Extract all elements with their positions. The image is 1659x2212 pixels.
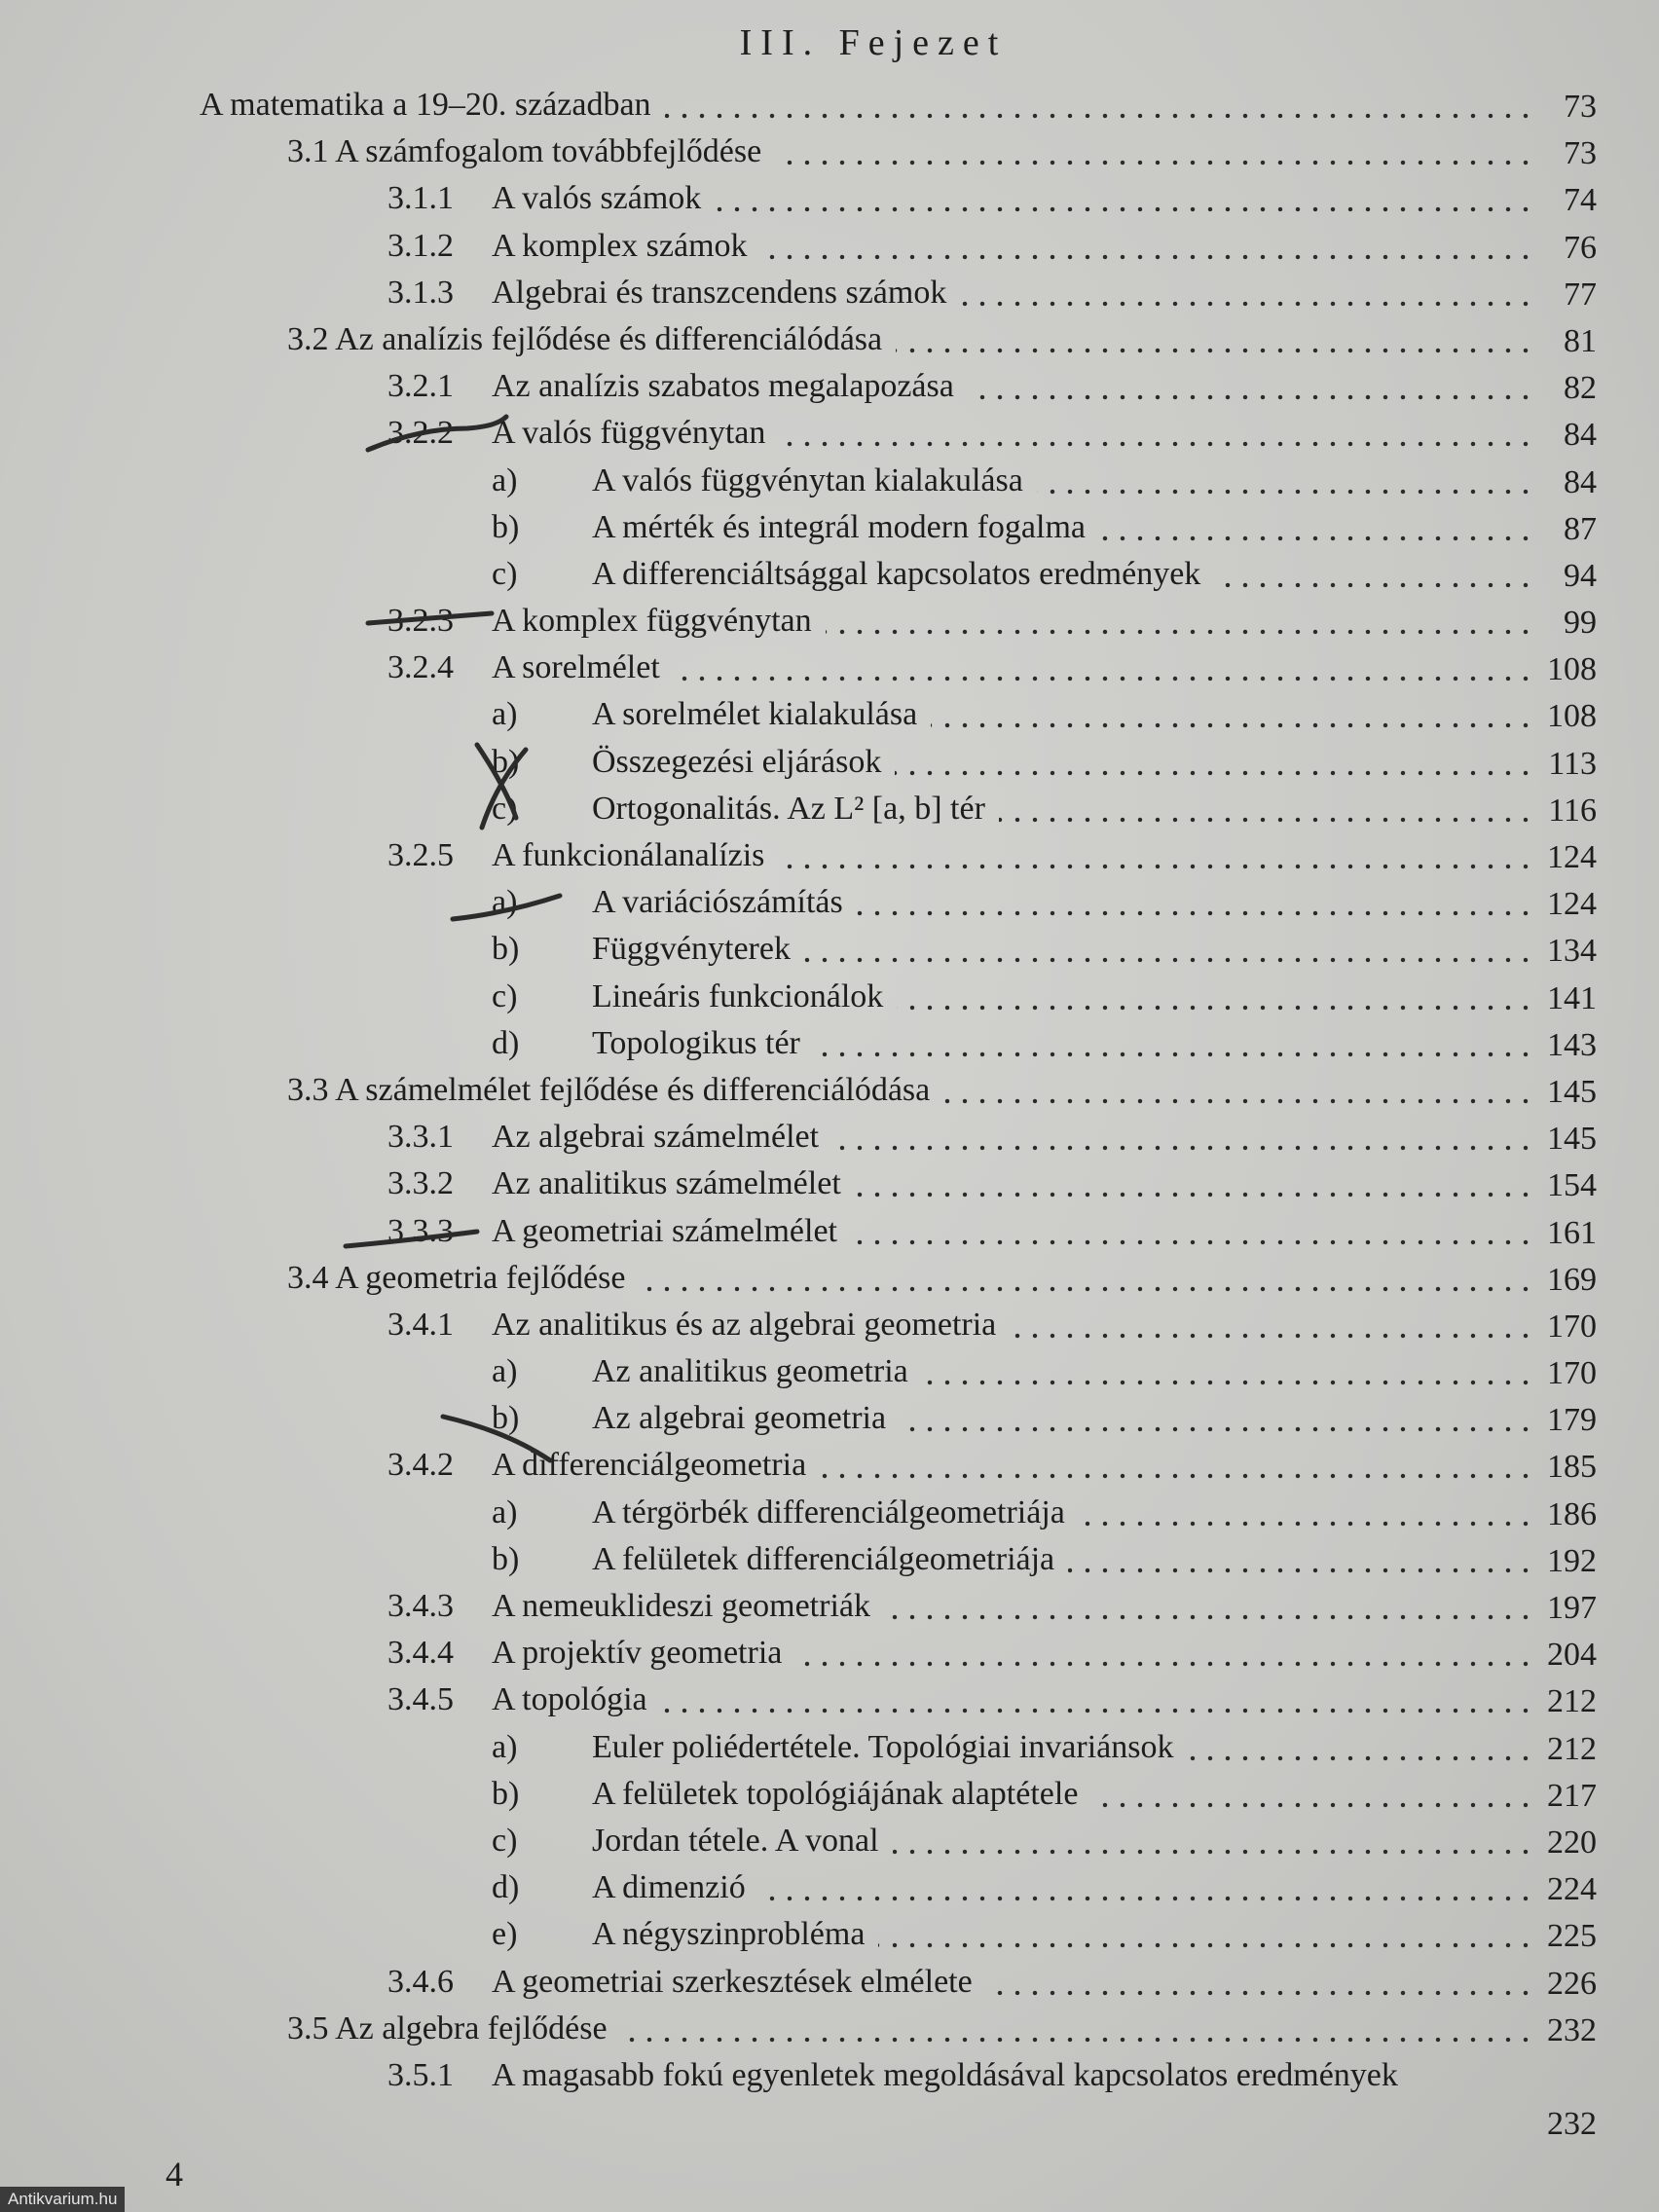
toc-entry-page: 108: [1547, 651, 1597, 688]
toc-entry: [0, 879, 1659, 926]
toc-entry-number: c): [492, 555, 518, 592]
toc-entry-number: d): [492, 1869, 520, 1906]
toc-entry-title: Az algebrai geometria: [592, 1400, 887, 1437]
toc-entry-number: 3.3.3: [387, 1212, 454, 1249]
toc-entry: [0, 270, 1659, 316]
toc-entry: [0, 175, 1659, 222]
toc-entry-title: Az analitikus és az algebrai geometria: [492, 1306, 997, 1343]
toc-entry-title: A geometriai szerkesztések elmélete: [492, 1963, 973, 2000]
toc-entry: [0, 223, 1659, 270]
toc-entry-number: d): [492, 1024, 520, 1061]
toc-entry-page: 217: [1547, 1777, 1597, 1814]
toc-entry-page: 224: [1547, 1871, 1597, 1908]
toc-entry-title: 3.3 A számelmélet fejlődése és differenciálódása: [287, 1071, 931, 1108]
toc-entry-title: Algebrai és transzcendens számok: [492, 274, 947, 311]
toc-entry-number: a): [492, 884, 518, 921]
toc-entry-title: 3.4 A geometria fejlődése: [287, 1259, 626, 1296]
toc-entry-number: c): [492, 1822, 518, 1859]
toc-entry-page: 186: [1547, 1495, 1597, 1532]
toc-entry-title: A nemeuklideszi geometriák: [492, 1588, 870, 1624]
toc-entry: [0, 363, 1659, 410]
toc-entry-number: 3.4.3: [387, 1588, 454, 1624]
toc-entry-title: 3.1 A számfogalom továbbfejlődése: [287, 133, 762, 170]
toc-entry-page: 170: [1547, 1355, 1597, 1392]
toc-entry-title: A matematika a 19–20. században: [200, 87, 651, 123]
toc-entry: [0, 691, 1659, 738]
toc-entry-number: e): [492, 1916, 518, 1953]
toc-entry-number: 3.4.1: [387, 1306, 454, 1343]
dot-leader: [895, 770, 1534, 776]
toc-entry-title: Összegezési eljárások: [592, 743, 882, 780]
toc-entry-title: A sorelmélet: [492, 649, 660, 686]
toc-entry-title: Az algebrai számelmélet: [492, 1119, 820, 1156]
toc-entry: [0, 1771, 1659, 1818]
dot-leader: [1079, 1521, 1534, 1527]
dot-leader: [857, 910, 1534, 916]
toc-entry-page: 82: [1564, 370, 1597, 407]
toc-entry-page: 154: [1547, 1167, 1597, 1204]
toc-entry-page: 212: [1547, 1683, 1597, 1720]
toc-entry: [0, 2052, 1659, 2146]
watermark: Antikvarium.hu: [0, 2187, 125, 2212]
dot-leader: [1099, 535, 1534, 541]
dot-leader: [665, 113, 1534, 119]
toc-entry: [0, 1630, 1659, 1677]
dot-leader: [1187, 1755, 1534, 1761]
toc-entry: [0, 1161, 1659, 1207]
toc-entry-page: 145: [1547, 1121, 1597, 1158]
toc-entry-page: 220: [1547, 1824, 1597, 1861]
toc-entry-page: 179: [1547, 1402, 1597, 1439]
toc-entry-number: 3.2.5: [387, 837, 454, 873]
toc-entry: [0, 1864, 1659, 1911]
toc-entry: [0, 316, 1659, 363]
toc-entry-page: 212: [1547, 1730, 1597, 1767]
toc-entry-number: a): [492, 1353, 518, 1390]
toc-entry-title: A négyszinprobléma: [592, 1916, 866, 1953]
toc-entry-title: 3.5 Az algebra fejlődése: [287, 2009, 608, 2046]
dot-leader: [832, 1145, 1534, 1151]
toc-entry-number: c): [492, 977, 518, 1014]
toc-entry-title: A magasabb fokú egyenletek megoldásával kapcsolatos eredmények: [492, 2056, 1398, 2093]
toc-entry: [0, 1677, 1659, 1723]
toc-entry: [0, 1724, 1659, 1771]
toc-entry-title: A komplex függvénytan: [492, 603, 812, 640]
toc-entry: [0, 1208, 1659, 1255]
dot-leader: [804, 957, 1534, 963]
chapter-title: III. Fejezet: [739, 22, 1008, 63]
toc-entry-page: 116: [1548, 792, 1597, 829]
dot-leader: [1214, 582, 1534, 588]
dot-leader: [1037, 489, 1534, 495]
toc-entry-title: A dimenzió: [592, 1869, 746, 1906]
toc-entry-number: 3.2.3: [387, 603, 454, 640]
toc-entry-number: a): [492, 1728, 518, 1765]
toc-entry-page: 81: [1564, 322, 1597, 359]
dot-leader: [621, 2037, 1534, 2043]
toc-entry: [0, 458, 1659, 504]
toc-entry: [0, 786, 1659, 832]
toc-entry-number: b): [492, 1775, 520, 1812]
toc-entry-number: b): [492, 1400, 520, 1437]
toc-entry-title: Függvényterek: [592, 931, 791, 968]
dot-leader: [851, 1239, 1534, 1245]
toc-entry-number: 3.4.5: [387, 1681, 454, 1718]
toc-entry: [0, 1583, 1659, 1630]
toc-entry-page: 84: [1564, 417, 1597, 454]
toc-entry-title: Az analitikus számelmélet: [492, 1165, 841, 1202]
dot-leader: [855, 1192, 1534, 1198]
dot-leader: [896, 348, 1534, 353]
toc-entry-number: 3.1.2: [387, 227, 454, 264]
dot-leader: [922, 1380, 1534, 1385]
toc-entry-title: Euler poliédertétele. Topológiai invariánsok: [592, 1728, 1174, 1765]
dot-leader: [775, 160, 1534, 166]
toc-entry-page: 232: [1547, 2011, 1597, 2048]
dot-leader: [759, 1896, 1534, 1901]
toc-entry: [0, 645, 1659, 691]
toc-entry-title: Az analízis szabatos megalapozása: [492, 368, 954, 405]
toc-entry-page: 113: [1548, 745, 1597, 782]
toc-entry: [0, 1067, 1659, 1114]
toc-entry-title: A felületek differenciálgeometriája: [592, 1540, 1055, 1577]
toc-entry-page: 124: [1547, 886, 1597, 923]
dot-leader: [1010, 1333, 1534, 1339]
toc-entry-page: 73: [1564, 135, 1597, 172]
toc-entry-number: 3.2.4: [387, 649, 454, 686]
toc-entry-page: 145: [1547, 1073, 1597, 1110]
toc-entry-title: Ortogonalitás. Az L² [a, b] tér: [592, 790, 985, 827]
toc-entry: [0, 2006, 1659, 2052]
dot-leader: [661, 1708, 1534, 1714]
toc-entry: [0, 82, 1659, 129]
toc-entry-page: 170: [1547, 1308, 1597, 1345]
dot-leader: [897, 1005, 1534, 1011]
toc-entry: [0, 1442, 1659, 1489]
dot-leader: [820, 1473, 1534, 1479]
toc-entry-page: 225: [1547, 1918, 1597, 1955]
toc-entry-number: a): [492, 461, 518, 498]
toc-entry-number: 3.3.1: [387, 1119, 454, 1156]
toc-entry-page: 141: [1547, 979, 1597, 1016]
toc-entry-title: A projektív geometria: [492, 1635, 783, 1672]
toc-entry-page: 108: [1547, 698, 1597, 735]
dot-leader: [943, 1098, 1534, 1104]
toc-entry: [0, 739, 1659, 786]
toc-entry-title: Jordan tétele. A vonal: [592, 1822, 879, 1859]
toc-entry: [0, 504, 1659, 551]
toc-entry-title: A variációszámítás: [592, 884, 843, 921]
toc-entry-title: A funkcionálanalízis: [492, 837, 765, 873]
toc-entry-page: 74: [1564, 182, 1597, 219]
dot-leader: [900, 1426, 1534, 1432]
toc-entry-page: 232: [1547, 2105, 1597, 2142]
toc-entry-page: 161: [1547, 1214, 1597, 1251]
toc-entry-number: 3.3.2: [387, 1165, 454, 1202]
toc-entry: [0, 1302, 1659, 1348]
toc-entry: [0, 1020, 1659, 1067]
dot-leader: [814, 1051, 1534, 1057]
toc-entry: [0, 598, 1659, 645]
toc-entry: [0, 1395, 1659, 1442]
dot-leader: [779, 441, 1534, 447]
dot-leader: [931, 722, 1534, 728]
toc-entry-page: 77: [1564, 276, 1597, 313]
dot-leader: [826, 629, 1534, 635]
table-of-contents: [0, 82, 1659, 2146]
toc-entry-title: 3.2 Az analízis fejlődése és differenciálódása: [287, 320, 883, 357]
toc-entry-number: 3.2.2: [387, 415, 454, 452]
dot-leader: [778, 864, 1534, 869]
dot-leader: [1091, 1802, 1534, 1808]
toc-entry-number: b): [492, 1540, 520, 1577]
toc-entry-title: A differenciáltsággal kapcsolatos eredmények: [592, 555, 1201, 592]
toc-entry-number: 3.5.1: [387, 2056, 454, 2093]
toc-entry: [0, 1536, 1659, 1583]
toc-entry-number: 3.1.3: [387, 274, 454, 311]
page-number: 4: [166, 2155, 183, 2194]
toc-entry-title: A mérték és integrál modern fogalma: [592, 508, 1086, 545]
toc-entry-title: A valós függvénytan kialakulása: [592, 461, 1023, 498]
toc-entry-title: A geometriai számelmélet: [492, 1212, 837, 1249]
toc-entry-title: A differenciálgeometria: [492, 1447, 807, 1484]
dot-leader: [999, 817, 1534, 823]
toc-entry-page: 192: [1547, 1542, 1597, 1579]
toc-entry: [0, 974, 1659, 1020]
toc-entry-number: b): [492, 743, 520, 780]
dot-leader: [715, 206, 1534, 212]
dot-leader: [761, 254, 1534, 260]
toc-entry-title: A felületek topológiájának alaptétele: [592, 1775, 1079, 1812]
toc-entry-page: 134: [1547, 933, 1597, 970]
toc-entry-title: A valós számok: [492, 180, 702, 217]
toc-entry-number: 3.4.6: [387, 1963, 454, 2000]
toc-entry-page: 204: [1547, 1637, 1597, 1674]
dot-leader: [968, 394, 1534, 400]
toc-entry-number: 3.1.1: [387, 180, 454, 217]
toc-entry-number: a): [492, 1493, 518, 1530]
dot-leader: [986, 1990, 1534, 1996]
dot-leader: [884, 1614, 1534, 1620]
toc-entry-page: 84: [1564, 463, 1597, 500]
toc-entry-page: 76: [1564, 229, 1597, 266]
dot-leader: [795, 1661, 1534, 1667]
toc-entry-title: Topologikus tér: [592, 1024, 800, 1061]
toc-entry: [0, 1490, 1659, 1536]
dot-leader: [893, 1849, 1534, 1855]
toc-entry-number: 3.4.4: [387, 1635, 454, 1672]
toc-entry-page: 226: [1547, 1965, 1597, 2002]
toc-entry-page: 169: [1547, 1261, 1597, 1298]
toc-entry-title: A topológia: [492, 1681, 647, 1718]
toc-entry-number: b): [492, 508, 520, 545]
toc-entry: [0, 1911, 1659, 1958]
toc-entry-number: b): [492, 931, 520, 968]
toc-entry: [0, 551, 1659, 598]
dot-leader: [1068, 1567, 1534, 1573]
toc-entry-page: 94: [1564, 557, 1597, 594]
toc-entry-number: a): [492, 696, 518, 733]
toc-entry: [0, 1348, 1659, 1395]
toc-entry-title: Lineáris funkcionálok: [592, 977, 884, 1014]
toc-entry-title: A sorelmélet kialakulása: [592, 696, 918, 733]
toc-entry-page: 185: [1547, 1449, 1597, 1486]
toc-entry: [0, 1959, 1659, 2006]
toc-entry-title: A valós függvénytan: [492, 415, 766, 452]
toc-entry: [0, 1818, 1659, 1864]
toc-entry-page: 197: [1547, 1590, 1597, 1626]
toc-entry: [0, 1114, 1659, 1161]
toc-entry: [0, 129, 1659, 175]
toc-entry-number: c): [492, 790, 518, 827]
toc-entry-page: 87: [1564, 510, 1597, 547]
toc-entry: [0, 832, 1659, 879]
toc-entry-title: A térgörbék differenciálgeometriája: [592, 1493, 1065, 1530]
toc-entry: [0, 926, 1659, 973]
dot-leader: [639, 1286, 1534, 1292]
toc-entry-page: 99: [1564, 605, 1597, 642]
toc-entry-page: 124: [1547, 839, 1597, 875]
toc-entry: [0, 1255, 1659, 1302]
dot-leader: [674, 676, 1534, 682]
toc-entry-title: A komplex számok: [492, 227, 748, 264]
dot-leader: [960, 301, 1534, 307]
toc-entry-title: Az analitikus geometria: [592, 1353, 908, 1390]
toc-entry-page: 143: [1547, 1026, 1597, 1063]
dot-leader: [878, 1942, 1534, 1948]
toc-entry-page: 73: [1564, 89, 1597, 125]
toc-entry-number: 3.2.1: [387, 368, 454, 405]
toc-entry: [0, 410, 1659, 457]
toc-entry-number: 3.4.2: [387, 1447, 454, 1484]
